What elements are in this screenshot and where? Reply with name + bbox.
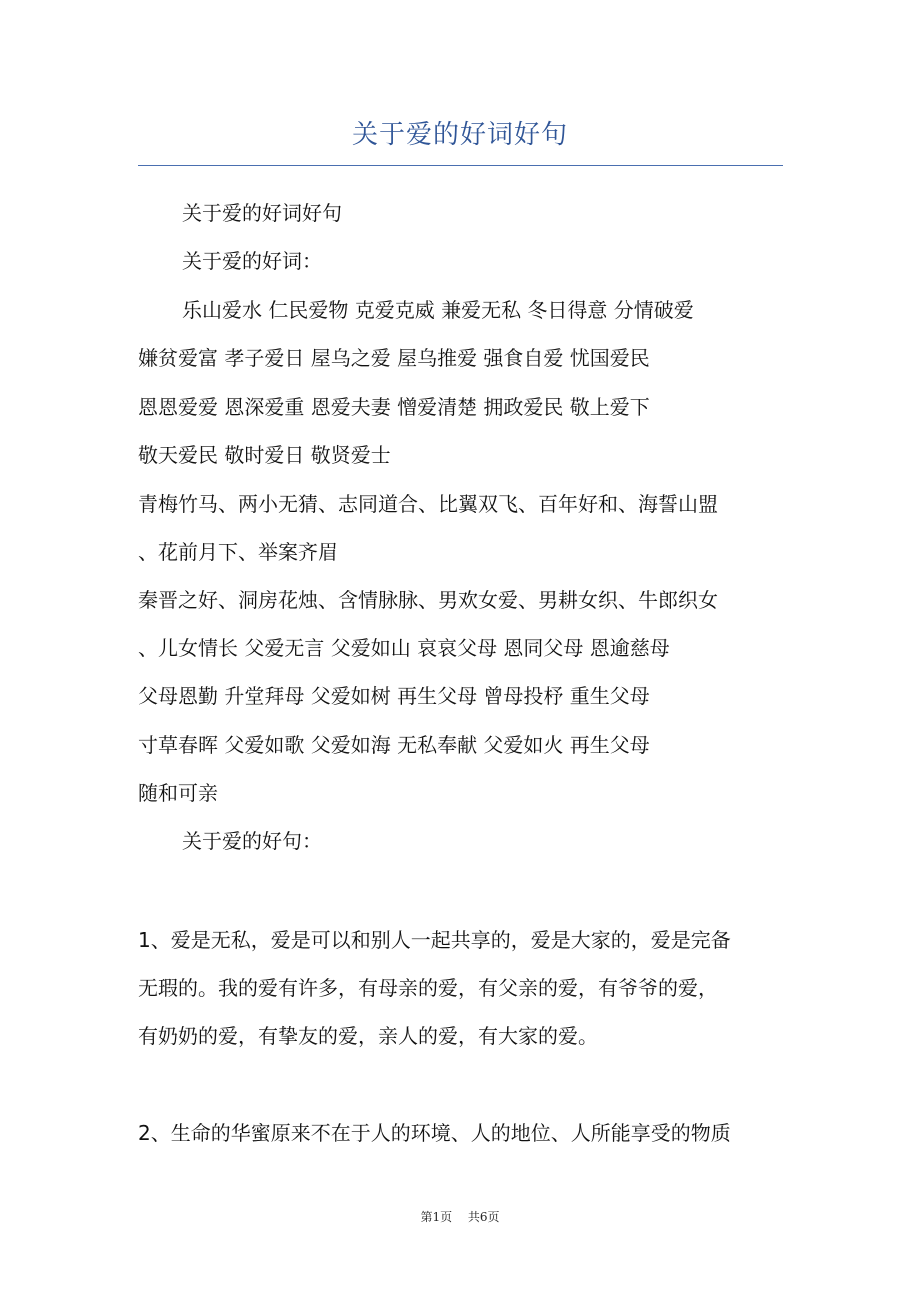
heading-line: 关于爱的好词好句: [182, 201, 342, 225]
page-footer: [0, 1208, 920, 1225]
page-number: 第1页: [420, 1210, 453, 1224]
text-line: 嫌贫爱富 孝子爱日 屋乌之爱 屋乌推爱 强食自爱 忧国爱民: [138, 346, 650, 370]
text-line: 乐山爱水 仁民爱物 克爱克威 兼爱无私 冬日得意 分情破爱: [182, 298, 694, 322]
text-line: 无瑕的。我的爱有许多，有母亲的爱，有父亲的爱，有爷爷的爱，: [138, 976, 718, 1000]
text-line: 秦晋之好、洞房花烛、含情脉脉、男欢女爱、男耕女织、牛郎织女: [138, 588, 718, 612]
text-line: 父母恩勤 升堂拜母 父爱如树 再生父母 曾母投杼 重生父母: [138, 684, 650, 708]
text-line: 敬天爱民 敬时爱日 敬贤爱士: [138, 443, 391, 467]
text-line: 、花前月下、举案齐眉: [138, 540, 338, 564]
section-heading-sentences: 关于爱的好句：: [182, 829, 322, 853]
text-line: 、儿女情长 父爱无言 父爱如山 哀哀父母 恩同父母 恩逾慈母: [138, 636, 670, 660]
document-title: 关于爱的好词好句: [351, 120, 568, 150]
text-line: 恩恩爱爱 恩深爱重 恩爱夫妻 憎爱清楚 拥政爱民 敬上爱下: [138, 395, 650, 419]
title-divider: [138, 165, 783, 166]
section-heading-words: 关于爱的好词：: [182, 249, 322, 273]
text-line: 寸草春晖 父爱如歌 父爱如海 无私奉献 父爱如火 再生父母: [138, 733, 650, 757]
text-line: 青梅竹马、两小无猜、志同道合、比翼双飞、百年好和、海誓山盟: [138, 492, 718, 516]
text-line: 随和可亲: [138, 781, 218, 805]
text-line: 1、爱是无私，爱是可以和别人一起共享的，爱是大家的，爱是完备: [138, 928, 731, 952]
text-line: 有奶奶的爱，有挚友的爱，亲人的爱，有大家的爱。: [138, 1024, 598, 1048]
text-line: 2、生命的华蜜原来不在于人的环境、人的地位、人所能享受的物质: [138, 1121, 731, 1145]
page-total: 共6页: [467, 1210, 500, 1224]
